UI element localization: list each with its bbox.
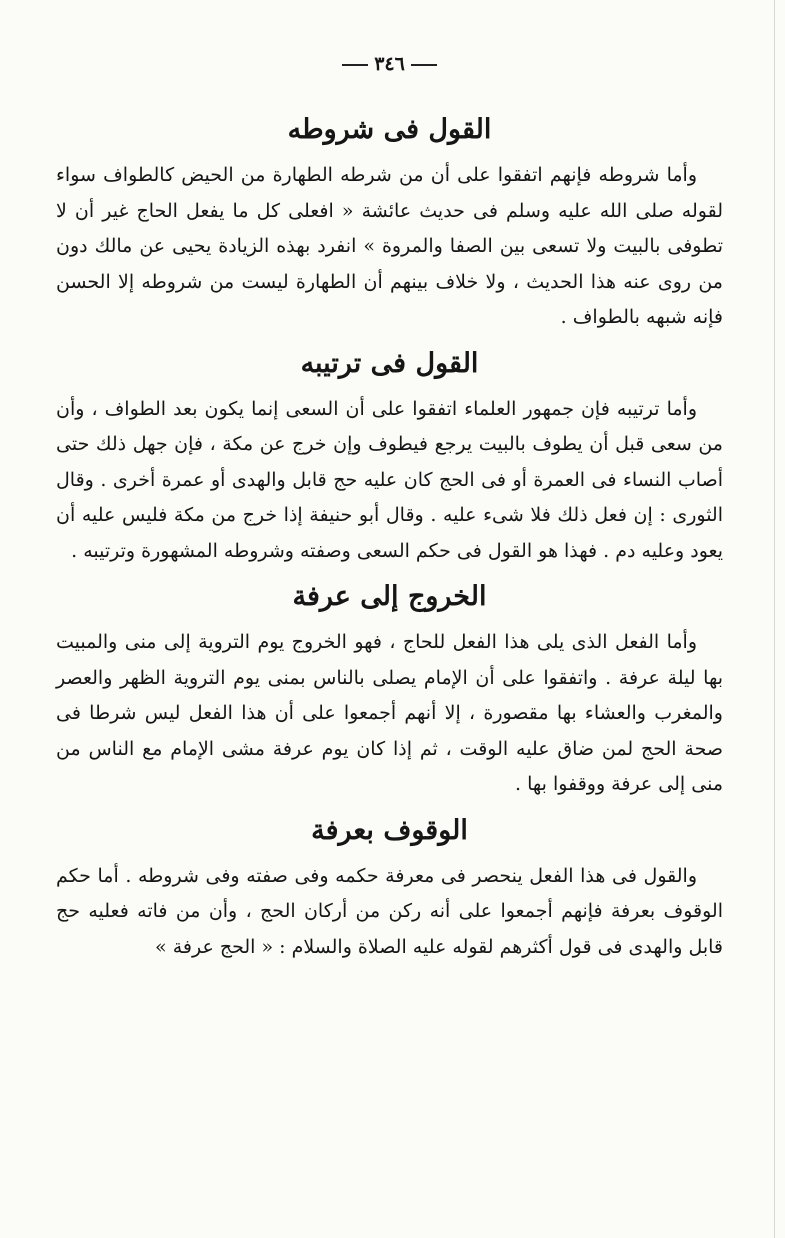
section-body-order: وأما ترتيبه فإن جمهور العلماء اتفقوا على أن السعى إنما يكون بعد الطواف ، وأن من سعى قبل أن يطوف بالبيت يرجع فيطوف وإن خرج عن مكة ، فإن جهل ذلك حتى أصاب النساء فى العمرة أو فى الحج كان عليه حج قابل والهدى أو عمرة أخرى . وقال الثورى : إن فعل ذلك فلا شىء عليه . وقال أبو حنيفة إذا خرج من مكة فليس عليه أن يعود وعليه دم . فهذا هو القول فى حكم السعى وصفته وشروطه المشهورة وترتيبه . [56,397,723,562]
section-departure-arafa [56,569,723,803]
section-standing-arafa [56,803,723,966]
section-body-departure-arafa: وأما الفعل الذى يلى هذا الفعل للحاج ، فهو الخروج يوم التروية إلى منى والمبيت بها ليلة عرفة . واتفقوا على أن الإمام يصلى بالناس بمنى يوم التروية الظهر والعصر والمغرب والعشاء بها مقصورة ، إلا أنهم أجمعوا على أن هذا الفعل ليس شرطا فى صحة الحج لمن ضاق عليه الوقت ، ثم إذا كان يوم عرفة مشى الإمام مع الناس من منى إلى عرفة ووقفوا بها . [56,631,723,795]
section-heading-conditions: القول فى شروطه [287,114,492,145]
section-body-standing-arafa: والقول فى هذا الفعل ينحصر فى معرفة حكمه وفى صفته وفى شروطه . أما حكم الوقوف بعرفة فإنهم أجمعوا على أنه ركن من أركان الحج ، وأن من فاته فعليه حج قابل والهدى فى قول أكثرهم لقوله عليه الصلاة والسلام : « الحج عرفة » [56,864,723,958]
section-heading-standing-arafa: الوقوف بعرفة [311,814,468,846]
page-number-dash-right [411,64,437,66]
section-heading-departure-arafa: الخروج إلى عرفة [292,581,487,612]
section-heading-order: القول فى ترتيبه [300,347,479,379]
page-number-dash-left [342,64,368,66]
section-order [56,336,723,570]
section-conditions [56,102,723,336]
page-number-text: ٣٤٦ [374,53,405,75]
section-body-conditions: وأما شروطه فإنهم اتفقوا على أن من شرطه الطهارة من الحيض كالطواف سواء لقوله صلى الله عليه وسلم فى حديث عائشة « افعلى كل ما يفعل الحاج غير أن لا تطوفى بالبيت ولا تسعى بين الصفا والمروة » انفرد بهذه الزيادة يحيى عن مالك دون من روى عنه هذا الحديث ، ولا خلاف بينهم أن الطهارة ليست من شروطه إلا الحسن فإنه شبهه بالطواف . [56,164,724,328]
page-number [56,52,723,76]
